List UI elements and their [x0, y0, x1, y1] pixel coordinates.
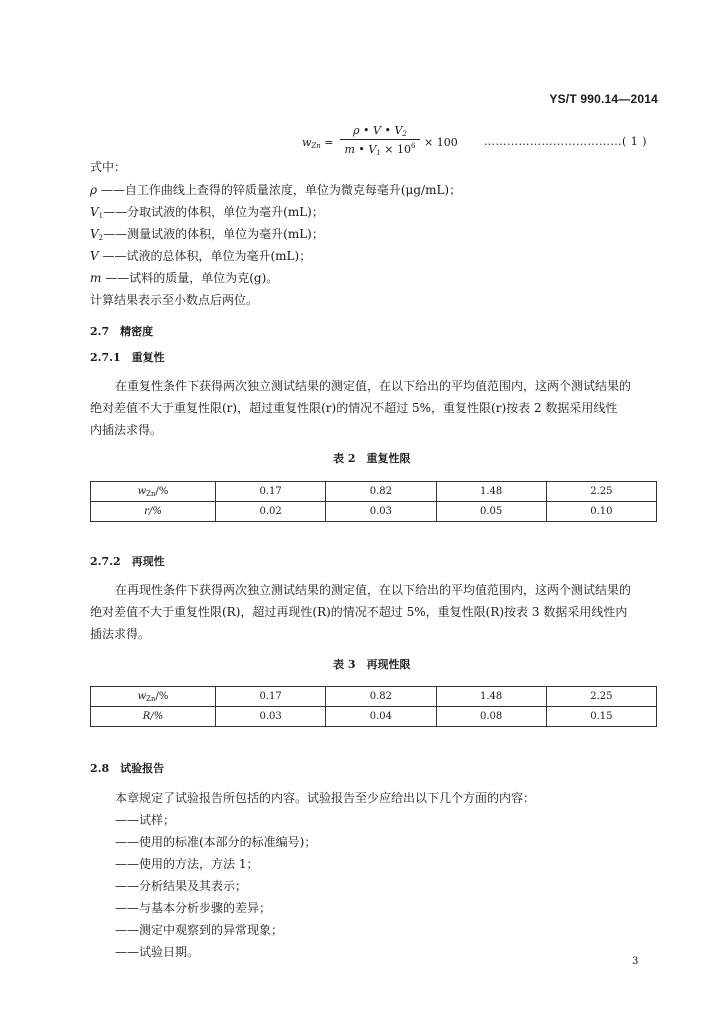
table-cell: 0.82 — [326, 482, 436, 502]
section-heading-2-7-1: 2.7.1 重复性 — [90, 351, 165, 364]
list-item: ——与基本分析步骤的差异； — [115, 901, 272, 915]
table-cell: 0.17 — [216, 687, 326, 707]
definition-v: V ——试液的总体积，单位为毫升(mL)； — [90, 249, 312, 263]
calc-note: 计算结果表示至小数点后两位。 — [90, 293, 259, 307]
list-item: ——试验日期。 — [115, 945, 200, 959]
table-row — [91, 707, 657, 727]
table-cell: 0.03 — [216, 707, 326, 727]
list-item: ——试样； — [115, 813, 176, 827]
section-heading-2-7: 2.7 精密度 — [90, 325, 154, 338]
table2-row2-label: r/% — [91, 502, 216, 522]
paragraph-2-7-1-line3: 内插法求得。 — [90, 423, 163, 437]
table-cell: 2.25 — [546, 482, 656, 502]
definition-rho: ρ ——自工作曲线上查得的锌质量浓度，单位为微克每毫升(μg/mL)； — [90, 183, 462, 197]
table-cell: 0.03 — [326, 502, 436, 522]
table-cell: 0.17 — [216, 482, 326, 502]
table-row — [91, 687, 657, 707]
table-cell: 0.04 — [326, 707, 436, 727]
table-row — [91, 502, 657, 522]
table-cell: 0.10 — [546, 502, 656, 522]
paragraph-2-7-2-line3: 插法求得。 — [90, 627, 151, 641]
paragraph-2-8-intro: 本章规定了试验报告所包括的内容。试验报告至少应给出以下几个方面的内容： — [115, 791, 536, 805]
table-cell: 1.48 — [436, 687, 546, 707]
table-2 — [90, 481, 657, 522]
definition-v2: $V_2——$测量试液的体积，单位为毫升(mL)； — [90, 227, 324, 242]
list-item: ——分析结果及其表示； — [115, 879, 248, 893]
table-3 — [90, 686, 657, 727]
formula-numerator: ρ • V • $V_2$ — [353, 124, 407, 138]
table3-row2-label: R/% — [91, 707, 216, 727]
formula-multiplier: × 100 — [424, 136, 458, 149]
formula-fraction — [340, 124, 420, 156]
table-cell: 0.05 — [436, 502, 546, 522]
list-item: ——使用的方法，方法 1； — [115, 857, 259, 871]
table2-row1-label: $w_{Zn}/\%$ — [91, 482, 216, 502]
table3-caption: 表 3 再现性限 — [333, 658, 411, 671]
definition-m: m ——试料的质量，单位为克(g)。 — [90, 271, 279, 285]
table-cell: 0.15 — [546, 707, 656, 727]
formula-denominator: m • $V_1 \times 10^6$ — [344, 142, 416, 157]
list-item: ——使用的标准(本部分的标准编号)； — [115, 835, 317, 849]
formula-1 — [302, 124, 502, 160]
page-number: 3 — [632, 956, 639, 967]
where-label: 式中： — [90, 160, 127, 174]
table3-row1-label: $w_{Zn}/\%$ — [91, 687, 216, 707]
paragraph-2-7-2-line1: 在再现性条件下获得两次独立测试结果的测定值，在以下给出的平均值范围内，这两个测试结果的 — [115, 583, 632, 597]
formula-lhs: $w_{Zn}$ = — [302, 136, 334, 150]
table-cell: 0.02 — [216, 502, 326, 522]
table2-caption: 表 2 重复性限 — [333, 452, 411, 465]
section-heading-2-7-2: 2.7.2 再现性 — [90, 555, 165, 568]
paragraph-2-7-1-line2: 绝对差值不大于重复性限(r)，超过重复性限(r)的情况不超过 5%，重复性限(r)按表 2 数据采用线性 — [90, 401, 618, 415]
fraction-bar — [340, 139, 420, 140]
formula-number: ………………………………( 1 ) — [484, 135, 648, 148]
table-cell: 0.08 — [436, 707, 546, 727]
table-cell: 0.82 — [326, 687, 436, 707]
paragraph-2-7-2-line2: 绝对差值不大于重复性限(R)，超过再现性(R)的情况不超过 5%，重复性限(R)按表 3 数据采用线性内 — [90, 605, 628, 619]
section-heading-2-8: 2.8 试验报告 — [90, 762, 165, 775]
table-row — [91, 482, 657, 502]
standard-number: YS/T 990.14—2014 — [549, 92, 658, 106]
definition-v1: $V_1——$分取试液的体积，单位为毫升(mL)； — [90, 205, 324, 220]
list-item: ——测定中观察到的异常现象； — [115, 923, 284, 937]
paragraph-2-7-1-line1: 在重复性条件下获得两次独立测试结果的测定值，在以下给出的平均值范围内，这两个测试结果的 — [115, 379, 632, 393]
table-cell: 2.25 — [546, 687, 656, 707]
table-cell: 1.48 — [436, 482, 546, 502]
